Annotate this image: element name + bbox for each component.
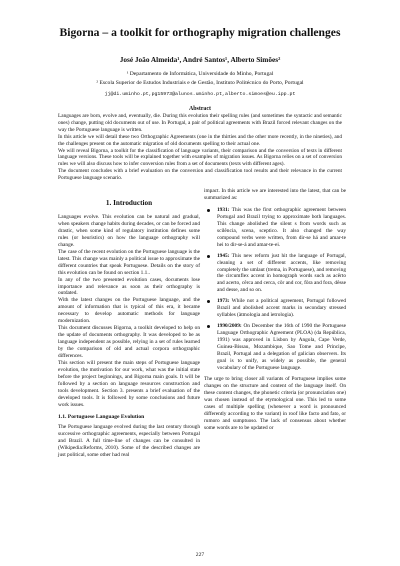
reform-list-item	[204, 253, 346, 295]
body-paragraph: This section will present the main steps of Portuguese language evolution, the motivation for our work, what was the initial state before the project beginnings, and Bigorna main goals. It will be followed by a section on language resources construction and tools development. Section 3. presents a brief evaluation of the developed tools. It is followed by some conclusions and future work issues.	[58, 360, 200, 408]
right-column	[204, 188, 346, 432]
subsection-heading-language-evolution: 1.1. Portuguese Language Evolution	[58, 413, 145, 420]
reform-year: 1945:	[217, 252, 230, 259]
body-paragraph: The urge to bring closer all variants of Portuguese implies some changes on the structure and content of the language itself. On these content changes, the phonetic criteria (or pronunciation one) was chosen instead of the etymological one. This led to some cases of multiple spelling (whenever a word is pronounced differently according to the variant) in roof like facto and fato, or rumoro and sumptuoso. The lack of consensus about whether some words are to be updated or	[204, 375, 346, 431]
reform-list-item	[204, 323, 346, 372]
author-emails: jj@di.uminho.pt,pg15973@alunos.uminho.pt,alberto.simoes@eu.ipp.pt	[104, 92, 296, 97]
bullet-icon	[207, 300, 210, 303]
body-paragraph: impact. In this article we are interested into the latest, that can be summarized as:	[204, 188, 346, 201]
body-paragraph: The Portuguese language evolved during the last century through successive orthographic agreements, especially between Portugal and Brazil. A full time-line of changes can be consulted in (Wikipedia:Reforms, 2010). Some of the described changes are just political, some other had real	[58, 423, 200, 458]
reform-list	[204, 207, 346, 372]
abstract-paragraph: In this article we will detail these two Orthographic Agreements (one in the thirties and the other more recently, in the nineties), and the challenges present on the automatic migration of old documents spelling to their actual one.	[58, 133, 342, 147]
reform-description: This new reform just hit the language of Portugal, cleaning a set of different accents, like removing completely the umlaut (trema, in Portuguese), and removing the circumflex accent in homograph words such as acêrto and acerto, cêrca and cerca, côr and cor, fôra and fora, dêsse and desse, and so on.	[217, 252, 346, 294]
page-number: 227	[195, 552, 205, 558]
reform-description: This was the first orthographic agreement between Portugal and Brazil trying to approximate both languages. This change abolished the silent s from words such as scilência, scena, sceptico. It also changed the way compound verbs were written, from dir-se há and amar-te hei to dir-se-á and amar-te-ei.	[217, 206, 346, 248]
reform-year: 1931:	[217, 206, 230, 213]
body-paragraph: With the latest changes on the Portuguese language, and the amount of information that is typical of this era, it became necessary to develop automatic methods for language modernization.	[58, 297, 200, 325]
affiliation-2: ² Escola Superior de Estudos Industriais e de Gestão, Instituto Politécnico do Porto, Portugal	[96, 80, 304, 86]
body-paragraph: The case of the recent evolution on the Portuguese language is the latest. This change was mainly a political issue to approximate the different countries that speak Portuguese. Details on the story of this evolution can be found on section 1.1..	[58, 248, 200, 276]
affiliation-1: ¹ Departamento de Informática, Universidade do Minho, Portugal	[126, 71, 274, 77]
bullet-icon	[207, 209, 210, 212]
reform-year: 1973:	[217, 298, 230, 305]
body-paragraph: In any of the two presented evolution cases, documents lose importance and relevance as soon as their orthography is outdated.	[58, 276, 200, 297]
body-paragraph: Languages evolve. This evolution can be natural and gradual, when speakers change habits during decades, or can be forced and drastic, when some kind of regulatory institution defines some rules (or heuristics) on how the language orthography will change.	[58, 214, 200, 248]
abstract-paragraph: We will reveal Bigorna, a toolkit for the classification of language variants, their comparison and the conversion of texts in different language versions. These tools will be explained together with examples of migration issues. As Bigorna relies on a set of conversion rules we will also discuss how to infer conversion rules from a set of documents (texts with different ages).	[58, 147, 342, 168]
reform-year: 1990/2009:	[217, 323, 242, 330]
abstract-heading: Abstract	[189, 106, 211, 112]
section-heading-introduction: 1. Introduction	[105, 199, 153, 207]
abstract-body	[58, 113, 342, 182]
bullet-icon	[207, 325, 210, 328]
abstract-paragraph: The document concludes with a brief evaluation on the conversion and classification tool results and their relevance in the current Portuguese language scenario.	[58, 168, 342, 182]
reform-description: On December the 16th of 1990 the Portuguese Language Orthographic Agreement (PLOA) (da República, 1991) was approved in Lisbon by Angola, Cape Verde, Guinea-Bissau, Mozambique, Sao Tome and Principe, Brazil, Portugal and a delegation of galician observers. Its goal is to unify, as widely as possible, the general vocabulary of the Portuguese language.	[217, 323, 346, 371]
abstract-paragraph: Languages are born, evolve and, eventually, die. During this evolution their spelling rules (and sometimes the syntactic and semantic ones) change, putting old documents out of use. In Portugal, a pair of political agreements with Brazil forced relevant changes on the way the Portuguese language is written.	[58, 113, 342, 133]
reform-list-item	[204, 207, 346, 249]
reform-description: While not a political agreement, Portugal followed Brazil and abolished accent marks in secondary stressed syllables (àtmologia and ìetrologia).	[217, 298, 346, 319]
author-list: José João Almeida¹, André Santos¹, Alberto Simões²	[119, 55, 281, 64]
reform-list-item	[204, 298, 346, 319]
left-column	[58, 191, 200, 458]
bullet-icon	[207, 255, 210, 258]
paper-title: Bigorna – a toolkit for orthography migration challenges	[59, 26, 341, 39]
body-paragraph: This document discusses Bigorna, a toolkit developed to help on the update of documents orthography. It was developed to be as language independent as possible, relying in a set of rules learned by the comparison of old and actual corpora orthographic differences.	[58, 325, 200, 360]
